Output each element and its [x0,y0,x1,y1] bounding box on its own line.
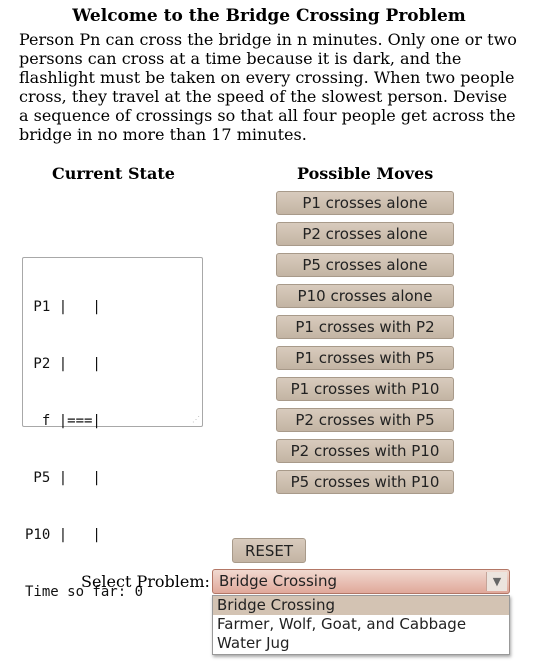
problem-dropdown [212,595,510,655]
move-button-p1-p2[interactable]: P1 crosses with P2 [276,315,454,339]
state-line-time: Time so far: 0 [25,584,144,600]
option-water-jug[interactable]: Water Jug [217,634,290,652]
move-button-p1-alone[interactable]: P1 crosses alone [276,191,454,215]
resize-grip-icon[interactable]: ⋰ [192,415,200,424]
page-title: Welcome to the Bridge Crossing Problem [72,6,466,26]
chevron-down-icon[interactable]: ▼ [486,572,507,591]
state-line-p10: P10 | | [25,527,101,543]
state-line-flashlight: f |===| [25,413,101,429]
moves-list [276,191,454,501]
reset-button[interactable]: RESET [232,538,306,563]
move-button-p5-alone[interactable]: P5 crosses alone [276,253,454,277]
problem-select-value: Bridge Crossing [219,572,337,590]
problem-select[interactable] [212,569,510,594]
select-problem-label: Select Problem: [81,572,210,591]
move-button-p1-p5[interactable]: P1 crosses with P5 [276,346,454,370]
move-button-p5-p10[interactable]: P5 crosses with P10 [276,470,454,494]
state-line-p1: P1 | | [25,299,101,315]
state-line-p5: P5 | | [25,470,101,486]
option-farmer-wolf-goat-cabbage[interactable]: Farmer, Wolf, Goat, and Cabbage [217,615,467,633]
move-button-p2-alone[interactable]: P2 crosses alone [276,222,454,246]
current-state-heading: Current State [52,164,175,183]
problem-description: Person Pn can cross the bridge in n minutes. Only one or two persons can cross at a time because it is dark, and the flashlight must be taken on every crossing. When two people cross, they travel at the speed of the slowest person. Devise a sequence of crossings so that all four people get across the bridge in no more than 17 minutes. [19,30,517,144]
possible-moves-heading: Possible Moves [297,164,434,183]
move-button-p10-alone[interactable]: P10 crosses alone [276,284,454,308]
move-button-p2-p10[interactable]: P2 crosses with P10 [276,439,454,463]
move-button-p2-p5[interactable]: P2 crosses with P5 [276,408,454,432]
move-button-p1-p10[interactable]: P1 crosses with P10 [276,377,454,401]
option-bridge-crossing[interactable]: Bridge Crossing [213,596,509,615]
state-line-p2: P2 | | [25,356,101,372]
